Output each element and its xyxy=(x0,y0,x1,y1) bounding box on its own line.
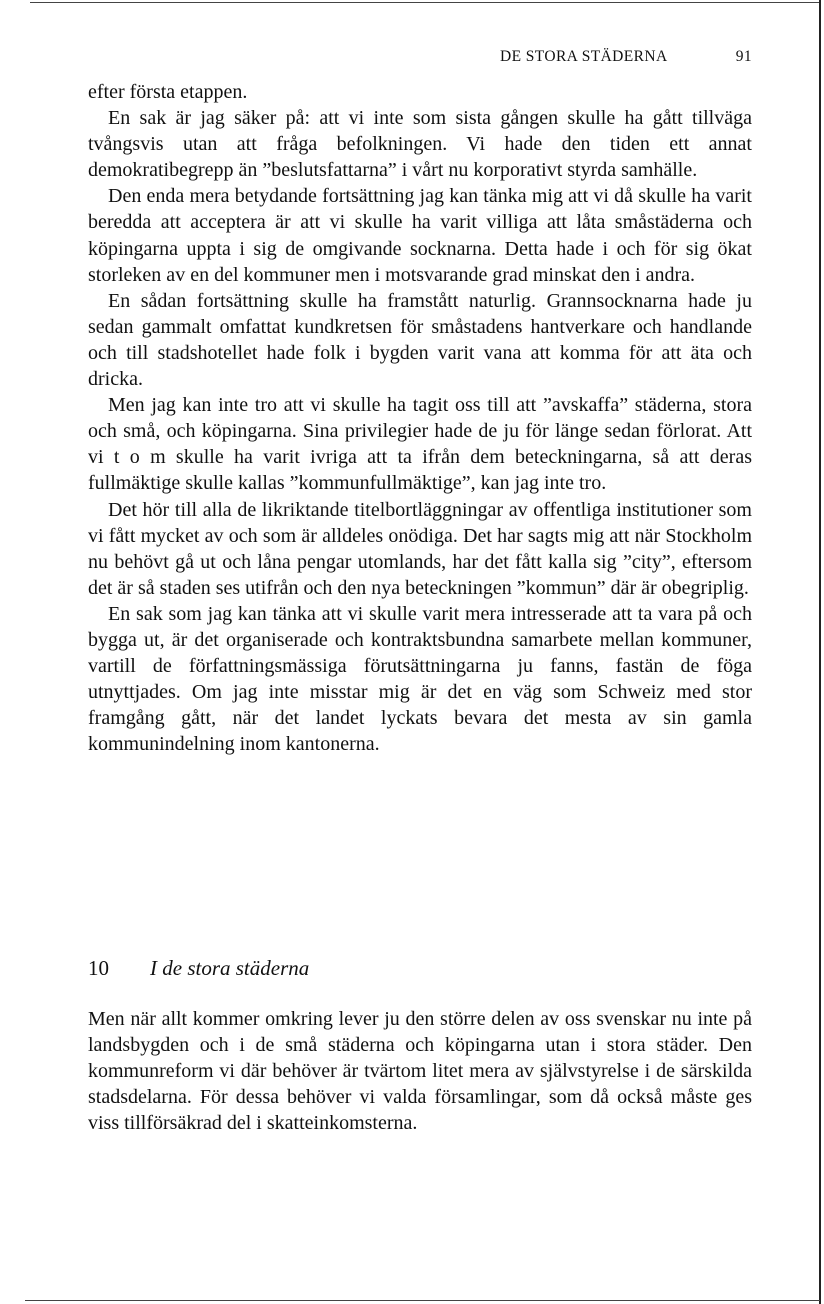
running-head xyxy=(500,48,752,66)
running-title: DE STORA STÄDERNA xyxy=(500,48,668,65)
paragraph: En sådan fortsättning skulle ha framstått naturlig. Grannsocknarna hade ju sedan gammalt omfattat kundkretsen för småstadens hantverkare och handlande och till stadshotellet hade folk i bygden varit vana att komma för att äta och dricka. xyxy=(88,289,752,391)
page-edge-right xyxy=(819,0,821,1304)
chapter-paragraph: Men när allt kommer omkring lever ju den större delen av oss svenskar nu inte på landsbygden och i de små städerna och köpingarna utan i stora städer. Den kommunreform vi där behöver är tvärtom litet mera av självstyrelse i de särskilda stadsdelarna. För dessa behöver vi valda församlingar, som då också måste ges viss tillförsäkrad del i skatteinkomsterna. xyxy=(88,1008,752,1135)
paragraph: En sak som jag kan tänka att vi skulle varit mera intresserade att ta vara på och bygga ut, är det organiserade och kontraktsbundna samarbete mellan kommuner, vartill de författningsmässiga förutsättningarna ju fanns, fastän de föga utnyttjades. Om jag inte misstar mig är det en väg som Schweiz med stor framgång gått, när det landet lyckats bevara det mesta av sin gamla kommunindelning inom kantonerna. xyxy=(88,602,752,756)
paragraph: Det hör till alla de likriktande titelbortläggningar av offentliga institutioner som vi fått mycket av och som är alldeles onödiga. Det har sagts mig att när Stockholm nu behövt gå ut och låna pengar utomlands, har det fått kalla sig ”city”, eftersom det är så staden ses utifrån och den nya beteckningen ”kommun” där är obegriplig. xyxy=(88,498,752,599)
page-number: 91 xyxy=(735,48,752,65)
page-edge-top xyxy=(30,2,820,3)
chapter-title: I de stora städerna xyxy=(150,956,310,980)
paragraph-continuation: efter första etappen. xyxy=(88,81,248,103)
chapter-heading xyxy=(88,956,309,981)
chapter-text xyxy=(88,1006,752,1136)
body-text xyxy=(88,79,752,757)
paragraph: En sak är jag säker på: att vi inte som sista gången skulle ha gått tillväga tvångsvis utan att fråga befolkningen. Vi hade den tiden ett annat demokratibegrepp än ”beslutsfattarna” i vårt nu korporativt styrda samhälle. xyxy=(88,107,752,182)
page-edge-bottom xyxy=(25,1300,820,1301)
paragraph: Men jag kan inte tro att vi skulle ha tagit oss till att ”avskaffa” städerna, stora och små, och köpingarna. Sina privilegier hade de ju för länge sedan förlorat. Att vi t o m skulle ha varit ivriga att ta ifrån dem beteckningarna, så att deras fullmäktige skulle kallas ”kommunfullmäktige”, kan jag inte tro. xyxy=(88,394,752,495)
paragraph: Den enda mera betydande fortsättning jag kan tänka mig att vi då skulle ha varit beredda att acceptera är att vi skulle ha varit villiga att låta småstäderna och köpingarna uppta i sig de omgivande socknarna. Detta hade i och för sig ökat storleken av en del kommuner men i motsvarande grad minskat den i andra. xyxy=(88,185,752,286)
chapter-number: 10 xyxy=(88,956,109,980)
